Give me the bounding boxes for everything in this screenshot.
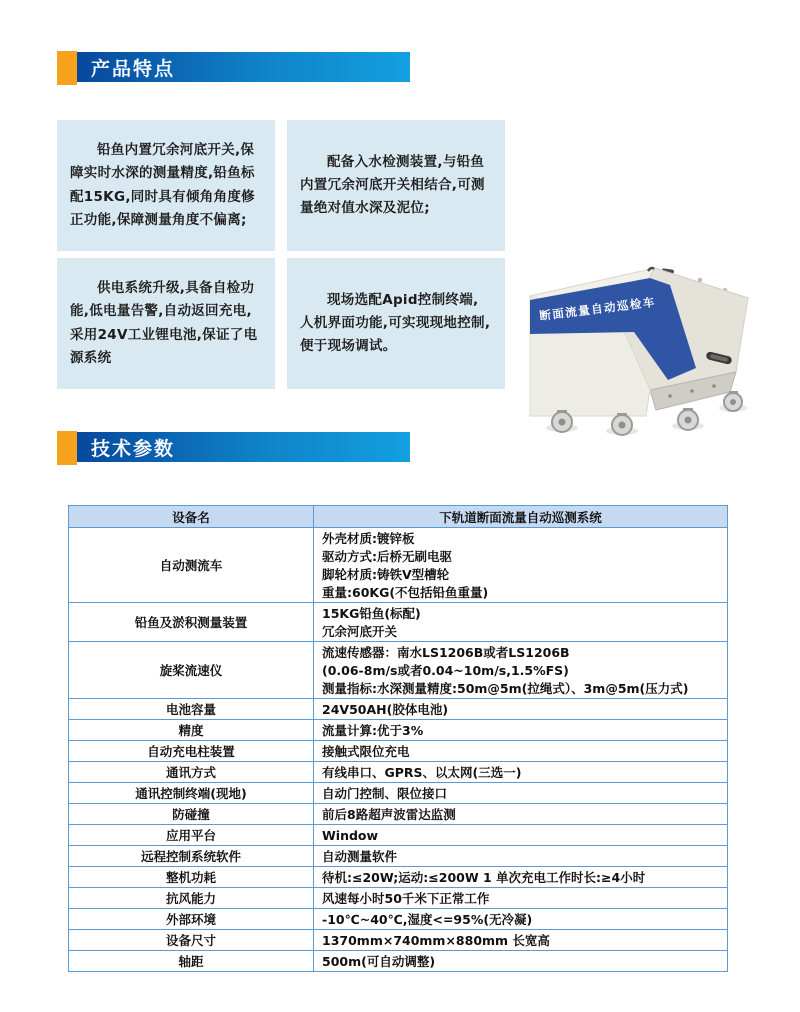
spec-param-name: 自动测流车 <box>69 528 314 603</box>
features-header-bar <box>77 52 410 82</box>
spec-row <box>69 783 728 804</box>
spec-param-name: 自动充电柱装置 <box>69 741 314 762</box>
features-section-header <box>57 51 410 85</box>
feature-text: 铅鱼内置冗余河底开关,保障实时水深的测量精度,铅鱼标配15KG,同时具有倾角角度修正功能,保障测量角度不偏离; <box>70 142 255 228</box>
spec-row <box>69 720 728 741</box>
feature-text: 配备入水检测装置,与铅鱼内置冗余河底开关相结合,可测量绝对值水深及泥位; <box>300 153 485 217</box>
spec-param-name: 整机功耗 <box>69 867 314 888</box>
spec-param-value: 接触式限位充电 <box>314 741 728 762</box>
spec-param-name: 通讯控制终端(现地) <box>69 783 314 804</box>
feature-box-4 <box>287 258 505 389</box>
specs-header-bar <box>77 432 410 462</box>
spec-param-value: -10℃~40℃,湿度<=95%(无冷凝) <box>314 909 728 930</box>
spec-row <box>69 846 728 867</box>
feature-text: 现场选配Apid控制终端,人机界面功能,可实现现地控制,便于现场调试。 <box>300 291 491 355</box>
spec-param-name: 设备尺寸 <box>69 930 314 951</box>
spec-row <box>69 825 728 846</box>
spec-param-name: 远程控制系统软件 <box>69 846 314 867</box>
cart-banner-text: 断面流量自动巡检车 <box>538 294 657 323</box>
specs-table <box>68 505 728 972</box>
specs-section-header <box>57 431 410 465</box>
spec-row <box>69 642 728 699</box>
spec-row <box>69 951 728 972</box>
spec-param-name: 轴距 <box>69 951 314 972</box>
screw <box>690 389 694 393</box>
spec-row <box>69 888 728 909</box>
spec-param-value: 24V50AH(胶体电池) <box>314 699 728 720</box>
spec-param-name: 精度 <box>69 720 314 741</box>
spec-param-value: 待机:≤20W;运动:≤200W 1 单次充电工作时长:≥4小时 <box>314 867 728 888</box>
inspection-cart-illustration <box>500 238 785 438</box>
spec-row <box>69 930 728 951</box>
product-photo <box>500 238 785 438</box>
col-header-system-name: 下轨道断面流量自动巡测系统 <box>314 506 728 528</box>
spec-param-value: 流速传感器：南水LS1206B或者LS1206B (0.06-8m/s或者0.04~10m/s,1.5%FS) 测量指标:水深测量精度:50m@5m(拉绳式）、3m@5m(压力式) <box>314 642 728 699</box>
spec-param-name: 应用平台 <box>69 825 314 846</box>
spec-param-name: 防碰撞 <box>69 804 314 825</box>
spec-param-value: 15KG铅鱼(标配) 冗余河底开关 <box>314 603 728 642</box>
spec-row <box>69 741 728 762</box>
spec-param-name: 外部环境 <box>69 909 314 930</box>
spec-param-value: 前后8路超声波雷达监测 <box>314 804 728 825</box>
spec-param-value: 风速每小时50千米下正常工作 <box>314 888 728 909</box>
spec-param-value: 500m(可自动调整) <box>314 951 728 972</box>
feature-box-3 <box>57 258 275 389</box>
spec-param-value: 自动测量软件 <box>314 846 728 867</box>
spec-row <box>69 528 728 603</box>
feature-box-1 <box>57 120 275 251</box>
feature-text: 供电系统升级,具备自检功能,低电量告警,自动返回充电,采用24V工业锂电池,保证了电源系统 <box>70 280 258 366</box>
spec-param-value: 1370mm×740mm×880mm 长宽高 <box>314 930 728 951</box>
caster-wheel <box>724 391 742 411</box>
spec-row <box>69 867 728 888</box>
spec-row <box>69 804 728 825</box>
spec-row <box>69 909 728 930</box>
spec-param-name: 抗风能力 <box>69 888 314 909</box>
feature-box-2 <box>287 120 505 251</box>
spec-param-value: 外壳材质:镀锌板 驱动方式:后桥无刷电驱 脚轮材质:铸铁V型槽轮 重量:60KG(不包括铅鱼重量) <box>314 528 728 603</box>
caster-wheel <box>678 408 698 430</box>
spec-param-value: 自动门控制、限位接口 <box>314 783 728 804</box>
spec-row <box>69 699 728 720</box>
spec-param-value: Window <box>314 825 728 846</box>
features-grid <box>57 120 505 389</box>
col-header-device-name: 设备名 <box>69 506 314 528</box>
spec-param-name: 铅鱼及淤积测量装置 <box>69 603 314 642</box>
specs-title: 技术参数 <box>91 437 176 460</box>
specs-table-container <box>68 505 728 972</box>
spec-param-name: 电池容量 <box>69 699 314 720</box>
spec-row <box>69 603 728 642</box>
spec-row <box>69 762 728 783</box>
spec-param-name: 通讯方式 <box>69 762 314 783</box>
specs-header-row <box>69 506 728 528</box>
screw <box>712 384 716 388</box>
screw <box>668 394 672 398</box>
orange-accent-block <box>57 431 77 465</box>
spec-param-value: 有线串口、GPRS、以太网(三选一) <box>314 762 728 783</box>
spec-param-name: 旋桨流速仪 <box>69 642 314 699</box>
features-title: 产品特点 <box>91 57 176 80</box>
spec-param-value: 流量计算:优于3% <box>314 720 728 741</box>
orange-accent-block <box>57 51 77 85</box>
